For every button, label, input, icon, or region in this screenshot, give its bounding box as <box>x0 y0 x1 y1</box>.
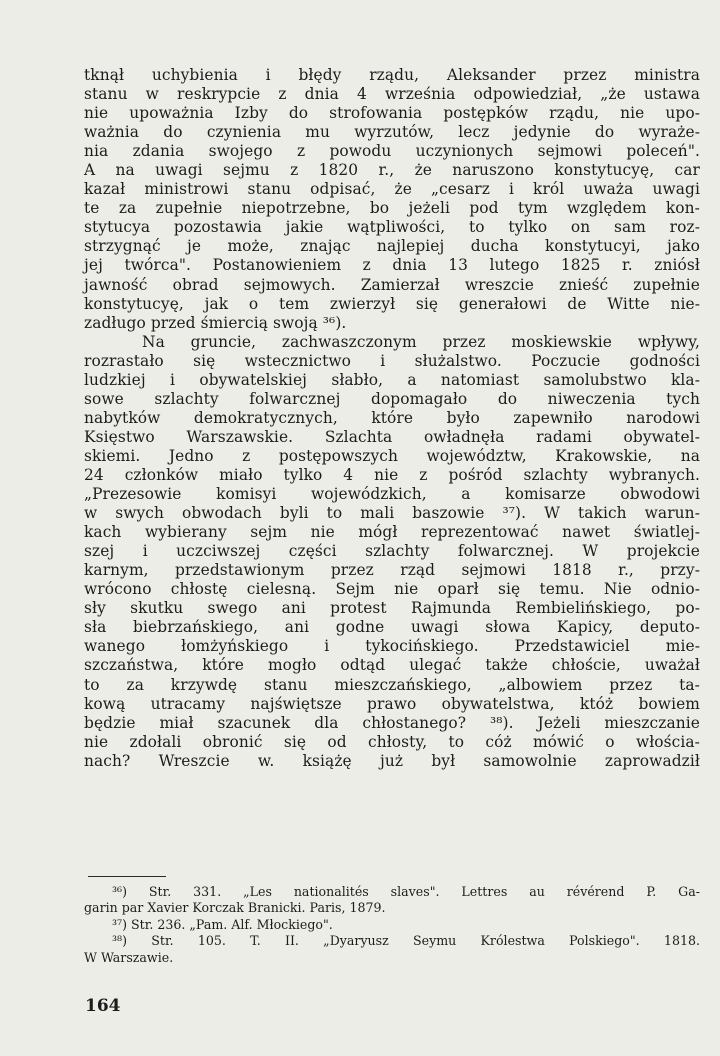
text-line: to za krzywdę stanu mieszczańskiego, „albowiem przez ta- <box>84 675 700 694</box>
text-line: ważnia do czynienia mu wyrzutów, lecz jedynie do wyraże- <box>84 123 700 142</box>
text-line: wanego łomżyńskiego i tykocińskiego. Przedstawiciel mie- <box>84 637 700 656</box>
text-line: w swych obwodach byli to mali baszowie ³⁷). W takich warun- <box>84 504 700 523</box>
text-line: szczaństwa, które mogło odtąd ulegać także chłoście, uważał <box>84 656 700 675</box>
footnote-line: ³⁷) Str. 236. „Pam. Alf. Młockiego". <box>112 916 333 932</box>
footnotes <box>84 884 700 966</box>
text-line: nie zdołali obronić się od chłosty, to cóż mówić o włościa- <box>84 732 700 751</box>
text-line: karnym, przedstawionym przez rząd sejmowi 1818 r., przy- <box>84 561 700 580</box>
text-line: „Prezesowie komisyi wojewódzkich, a komisarze obwodowi <box>84 485 700 504</box>
text-line: sły skutku swego ani protest Rajmunda Rembielińskiego, po- <box>84 599 700 618</box>
text-line: Na gruncie, zachwaszczonym przez moskiewskie wpływy, <box>142 332 700 351</box>
text-line: kową utracamy najświętsze prawo obywatelstwa, któż bowiem <box>84 694 700 713</box>
footnote-line: W Warszawie. <box>84 949 174 965</box>
text-line: jej twórca". Postanowieniem z dnia 13 lutego 1825 r. zniósł <box>84 256 700 275</box>
text-line: kach wybierany sejm nie mógł reprezentować nawet światlej- <box>84 523 700 542</box>
text-line: nabytków demokratycznych, które było zapewniło narodowi <box>84 408 700 427</box>
text-line: ludzkiej i obywatelskiej słabło, a natomiast samolubstwo kla- <box>84 370 700 389</box>
text-line: Księstwo Warszawskie. Szlachta owładnęła radami obywatel- <box>84 427 700 446</box>
text-line: stanu w reskrypcie z dnia 4 września odpowiedział, „że ustawa <box>84 85 700 104</box>
footnote-line: ³⁶) Str. 331. „Les nationalités slaves". Lettres au révérend P. Ga- <box>112 884 700 899</box>
text-line: sła biebrzańskiego, ani godne uwagi słowa Kapicy, deputo- <box>84 618 700 637</box>
footnote-line: garin par Xavier Korczak Branicki. Paris, 1879. <box>84 900 386 916</box>
text-line: skiemi. Jedno z postępowszych województw, Krakowskie, na <box>84 446 700 465</box>
text-line: nach? Wreszcie w. książę już był samowolnie zaprowadził <box>84 751 700 770</box>
text-line: nie upoważnia Izby do strofowania postępków rządu, nie upo- <box>84 104 700 123</box>
text-line: będzie miał szacunek dla chłostanego? ³⁸). Jeżeli mieszczanie <box>84 713 700 732</box>
text-line: rozrastało się wstecznictwo i służalstwo. Poczucie godności <box>84 351 700 370</box>
text-line: kazał ministrowi stanu odpisać, że „cesarz i król uważa uwagi <box>84 180 700 199</box>
text-line: tknął uchybienia i błędy rządu, Aleksander przez ministra <box>84 66 700 84</box>
page-number: 164 <box>85 996 121 1016</box>
text-line: zadługo przed śmiercią swoją ³⁶). <box>84 313 347 332</box>
text-line: sowe szlachty folwarcznej dopomagało do niweczenia tych <box>84 389 700 408</box>
text-line: wrócono chłostę cielesną. Sejm nie oparł się temu. Nie odnio- <box>84 580 700 599</box>
text-line: nia zdania swojego z powodu uczynionych sejmowi poleceń". <box>84 142 700 161</box>
text-line: stytucya pozostawia jakie wątpliwości, to tylko on sam roz- <box>84 218 700 237</box>
text-line: konstytucyę, jak o tem zwierzył się generałowi de Witte nie- <box>84 294 700 313</box>
text-line: A na uwagi sejmu z 1820 r., że naruszono konstytucyę, car <box>84 161 700 180</box>
text-line: szej i uczciwszej części szlachty folwarcznej. W projekcie <box>84 542 700 561</box>
footnote-line: ³⁸) Str. 105. T. II. „Dyaryusz Seymu Królestwa Polskiego". 1818. <box>112 933 700 949</box>
text-line: te za zupełnie niepotrzebne, bo jeżeli pod tym względem kon- <box>84 199 700 218</box>
body-text <box>84 66 700 771</box>
text-line: strzygnąć je może, znając najlepiej ducha konstytucyi, jako <box>84 237 700 256</box>
text-line: 24 członków miało tylko 4 nie z pośród szlachty wybranych. <box>84 465 700 484</box>
text-line: jawność obrad sejmowych. Zamierzał wreszcie znieść zupełnie <box>84 275 700 294</box>
footnote-divider <box>88 876 166 877</box>
